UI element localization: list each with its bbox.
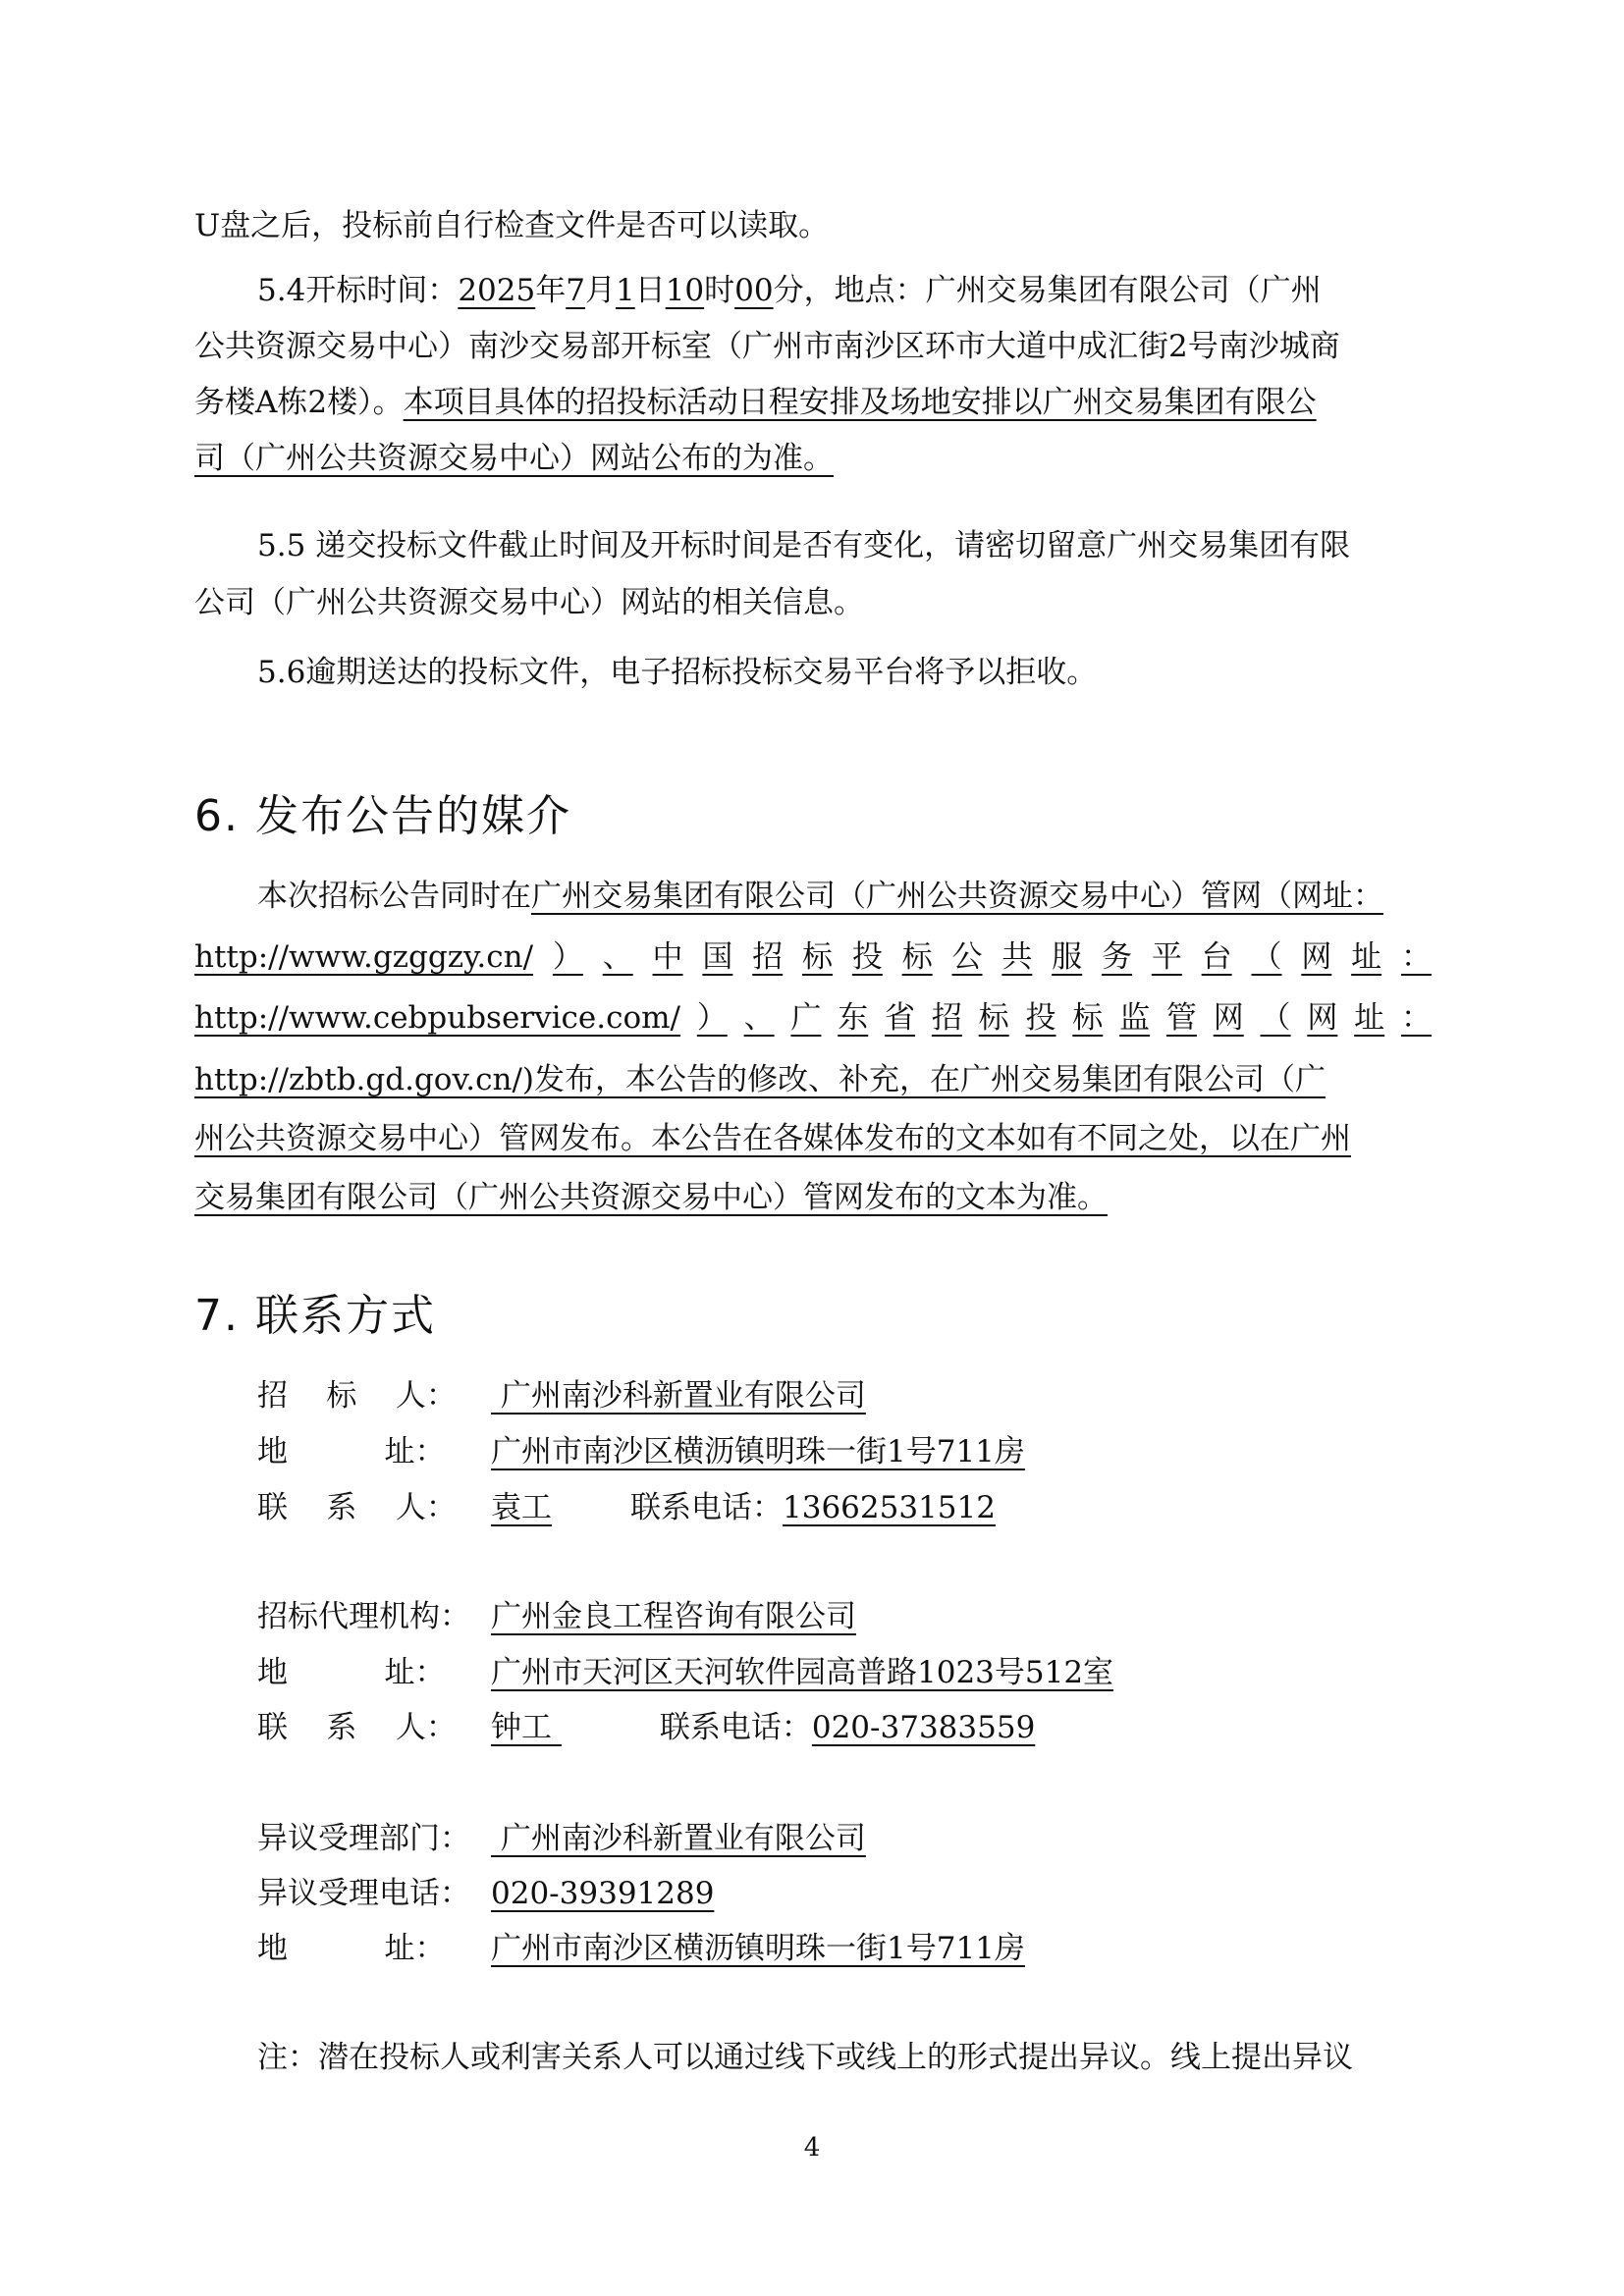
sec6-l2-token: 、 [602, 939, 633, 975]
para-5-5-line-2: 公司（广州公共资源交易中心）网站的相关信息。 [194, 585, 864, 620]
sec6-l3-token: 标 [1072, 1000, 1104, 1036]
sec6-l2-token: 网 [1301, 939, 1332, 975]
para-5-4-line-1: 5.4开标时间：2025年7月1日10时00分，地点：广州交易集团有限公司（广州 [257, 273, 1322, 308]
sec6-l3-token: ： [1400, 1000, 1432, 1036]
section-6-heading: 6. 发布公告的媒介 [194, 791, 571, 841]
sec6-l2-token: 共 [1001, 939, 1033, 975]
sec6-l2-token: 投 [851, 939, 883, 975]
sec6-l3-token: （ [1260, 1000, 1291, 1036]
sec6-l3-token: 监 [1119, 1000, 1151, 1036]
objection-note: 注：潜在投标人或利害关系人可以通过线下或线上的形式提出异议。线上提出异议 [257, 2040, 1353, 2075]
contact-tenderer: 招 标 人： 广州南沙科新置业有限公司 [257, 1378, 866, 1414]
objection-phone: 异议受理电话： 020-39391289 [257, 1876, 715, 1911]
sec6-l2-token: http://www.gzggzy.cn/ [194, 939, 534, 975]
section-7-heading: 7. 联系方式 [194, 1291, 436, 1341]
para-5-6: 5.6逾期送达的投标文件，电子招标投标交易平台将予以拒收。 [257, 655, 1098, 690]
para-5-4-line-2: 公共资源交易中心）南沙交易部开标室（广州市南沙区环市大道中成汇街2号南沙城商 [194, 329, 1340, 364]
sec6-l3-token: 址 [1354, 1000, 1385, 1036]
sec5-line-0: U盘之后，投标前自行检查文件是否可以读取。 [194, 208, 830, 243]
sec6-line-4: http://zbtb.gd.gov.cn/)发布，本公告的修改、补充，在广州交易集团有限公司（广 [194, 1062, 1326, 1097]
sec6-l2-token: 址 [1351, 939, 1382, 975]
contact-agency-address: 地 址： 广州市天河区天河软件园高普路1023号512室 [257, 1655, 1114, 1690]
sec6-l3-token: 网 [1213, 1000, 1244, 1036]
sec6-l3-token: 省 [885, 1000, 916, 1036]
sec6-l2-token: ： [1400, 939, 1432, 975]
sec6-l3-token: 标 [978, 1000, 1009, 1036]
sec6-l2-token: 台 [1201, 939, 1232, 975]
contact-tenderer-address: 地 址： 广州市南沙区横沥镇明珠一街1号711房 [257, 1434, 1025, 1469]
sec6-line-1: 本次招标公告同时在广州交易集团有限公司（广州公共资源交易中心）管网（网址： [257, 879, 1383, 914]
page-number: 4 [803, 2133, 821, 2163]
objection-address: 地 址： 广州市南沙区横沥镇明珠一街1号711房 [257, 1931, 1025, 1966]
sec6-l3-token: 网 [1307, 1000, 1338, 1036]
contact-agency: 招标代理机构： 广州金良工程咨询有限公司 [257, 1599, 856, 1634]
sec6-line-6: 交易集团有限公司（广州公共资源交易中心）管网发布的文本为准。 [194, 1180, 1108, 1215]
para-5-4-line-4: 司（广州公共资源交易中心）网站公布的为准。 [194, 441, 834, 476]
sec6-l2-token: 中 [652, 939, 683, 975]
sec6-l3-token: 招 [931, 1000, 962, 1036]
para-5-5-line-1: 5.5 递交投标文件截止时间及开标时间是否有变化，请密切留意广州交易集团有限 [257, 528, 1351, 563]
sec6-l2-token: （ [1251, 939, 1282, 975]
sec6-l2-token: 标 [802, 939, 834, 975]
sec6-line-2-urls [194, 937, 1432, 977]
sec6-l2-token: 服 [1052, 939, 1083, 975]
contact-agency-person: 联 系 人： 钟工 联系电话：020-37383559 [257, 1710, 1036, 1745]
sec6-l2-token: 平 [1151, 939, 1182, 975]
sec6-l2-token: 公 [951, 939, 983, 975]
sec6-l3-token: 管 [1165, 1000, 1197, 1036]
objection-department: 异议受理部门： 广州南沙科新置业有限公司 [257, 1821, 866, 1856]
sec6-l2-token: 务 [1102, 939, 1132, 975]
sec6-line-5: 州公共资源交易中心）管网发布。本公告在各媒体发布的文本如有不同之处，以在广州 [194, 1121, 1351, 1156]
sec6-l3-token: 广 [790, 1000, 822, 1036]
sec6-line-3-urls [194, 998, 1432, 1038]
contact-tenderer-person: 联 系 人： 袁工 联系电话：13662531512 [257, 1490, 996, 1525]
sec6-l3-token: ） [696, 1000, 728, 1036]
sec6-l3-token: 投 [1025, 1000, 1056, 1036]
sec6-l3-token: 东 [838, 1000, 869, 1036]
sec6-l2-token: ） [552, 939, 583, 975]
para-5-4-line-3: 务楼A栋2楼）。本项目具体的招投标活动日程安排及场地安排以广州交易集团有限公 [194, 385, 1317, 420]
sec6-l3-token: http://www.cebpubservice.com/ [194, 1000, 680, 1036]
sec6-l2-token: 国 [702, 939, 733, 975]
sec6-l3-token: 、 [743, 1000, 775, 1036]
sec6-l2-token: 标 [901, 939, 933, 975]
sec6-l2-token: 招 [752, 939, 784, 975]
